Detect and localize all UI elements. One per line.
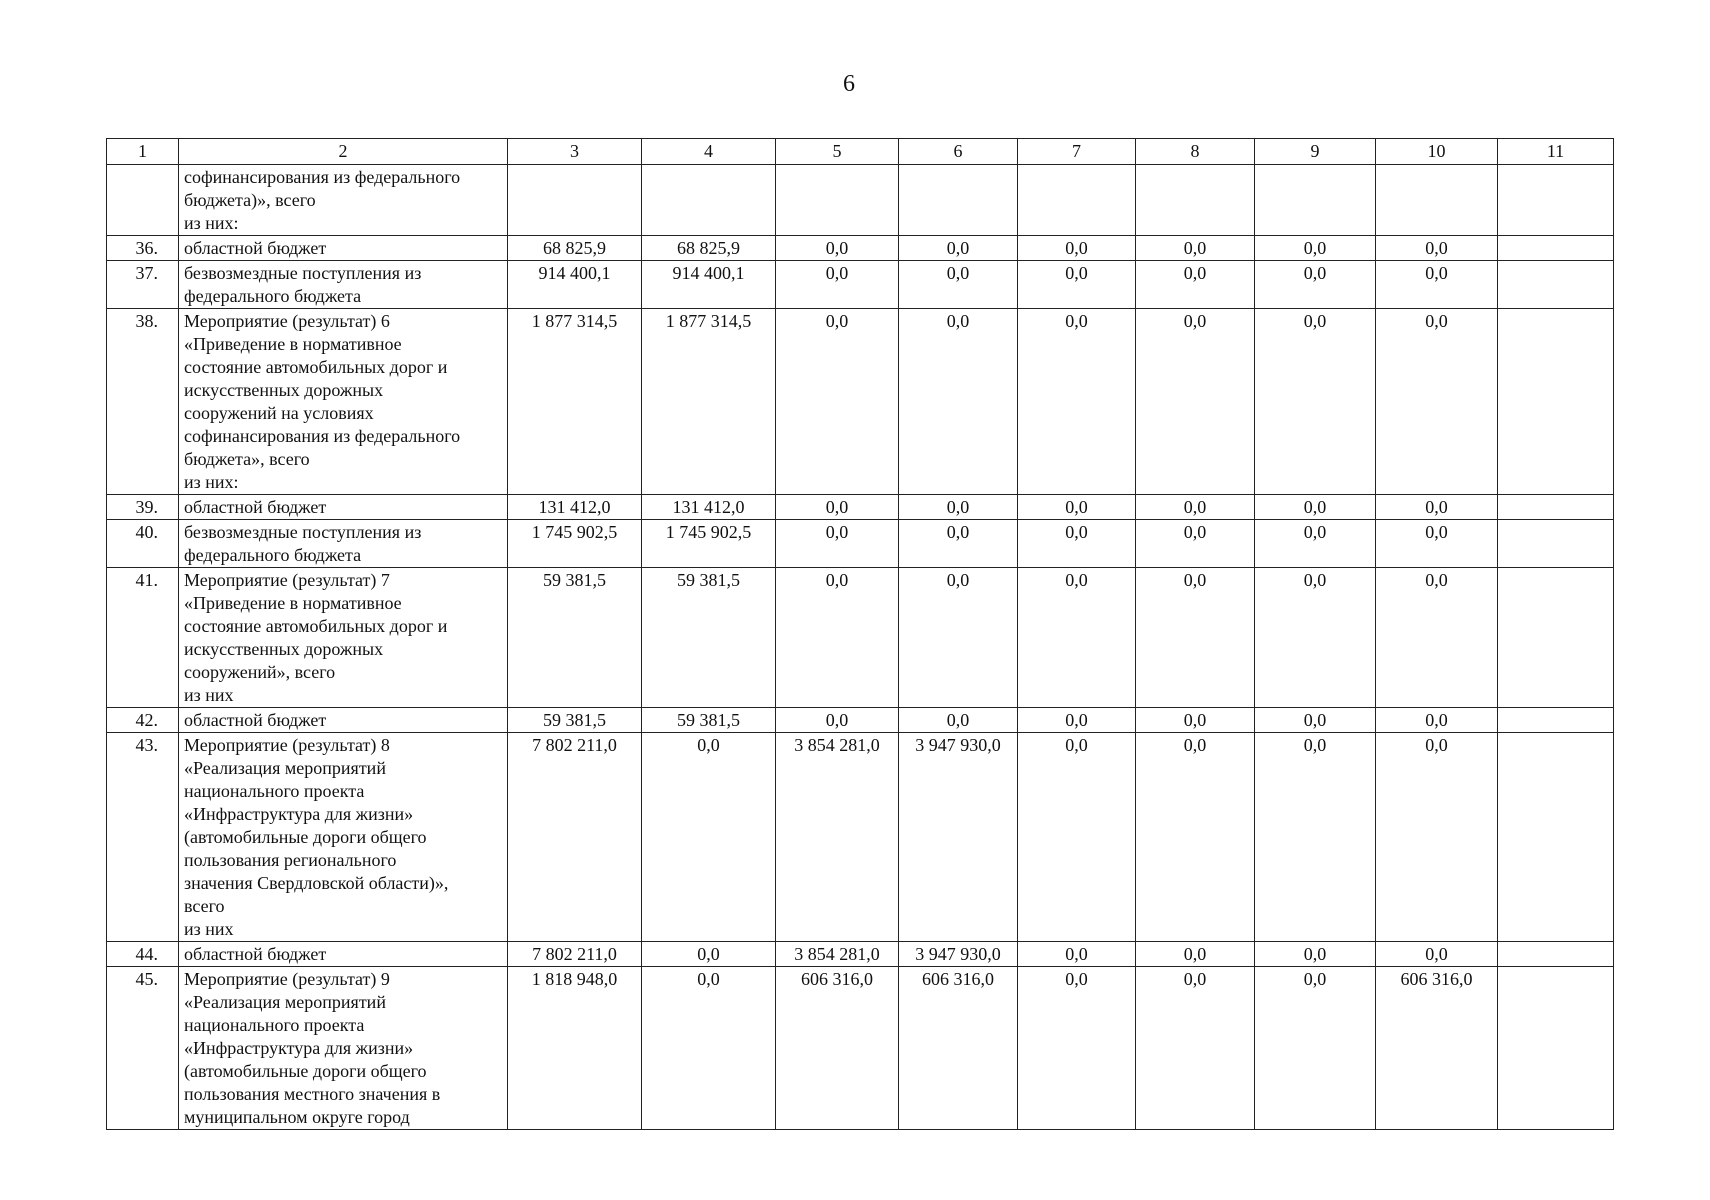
header-cell: 10	[1376, 139, 1498, 165]
value-cell-col-9: 0,0	[1255, 708, 1376, 733]
value-cell-col-11	[1498, 708, 1614, 733]
value-cell-col-7: 0,0	[1018, 495, 1136, 520]
row-number-cell: 36.	[107, 236, 179, 261]
table-row	[107, 967, 1614, 1130]
table-row	[107, 309, 1614, 495]
row-name-cell: Мероприятие (результат) 9 «Реализация мероприятий национального проекта «Инфраструктура для жизни» (автомобильные дороги общего пользования местного значения в муниципальном округе город	[179, 967, 508, 1130]
value-cell-col-6: 0,0	[899, 236, 1018, 261]
row-number-cell: 42.	[107, 708, 179, 733]
value-cell-col-7: 0,0	[1018, 261, 1136, 309]
value-cell-col-3: 131 412,0	[508, 495, 642, 520]
value-cell-col-3: 7 802 211,0	[508, 942, 642, 967]
value-cell-col-8: 0,0	[1136, 520, 1255, 568]
value-cell-col-9: 0,0	[1255, 495, 1376, 520]
row-number-cell: 40.	[107, 520, 179, 568]
value-cell-col-9: 0,0	[1255, 309, 1376, 495]
value-cell-col-6: 606 316,0	[899, 967, 1018, 1130]
value-cell-col-3	[508, 165, 642, 236]
value-cell-col-7: 0,0	[1018, 520, 1136, 568]
row-number-cell: 37.	[107, 261, 179, 309]
value-cell-col-10: 606 316,0	[1376, 967, 1498, 1130]
row-number-cell: 41.	[107, 568, 179, 708]
value-cell-col-8: 0,0	[1136, 967, 1255, 1130]
table-row	[107, 165, 1614, 236]
value-cell-col-4: 0,0	[642, 733, 776, 942]
value-cell-col-3: 59 381,5	[508, 708, 642, 733]
value-cell-col-7: 0,0	[1018, 733, 1136, 942]
row-name-cell: областной бюджет	[179, 495, 508, 520]
value-cell-col-5: 0,0	[776, 236, 899, 261]
value-cell-col-9: 0,0	[1255, 568, 1376, 708]
value-cell-col-10: 0,0	[1376, 520, 1498, 568]
value-cell-col-4: 0,0	[642, 967, 776, 1130]
value-cell-col-10: 0,0	[1376, 942, 1498, 967]
value-cell-col-7: 0,0	[1018, 942, 1136, 967]
value-cell-col-3: 7 802 211,0	[508, 733, 642, 942]
value-cell-col-8: 0,0	[1136, 236, 1255, 261]
value-cell-col-11	[1498, 942, 1614, 967]
value-cell-col-11	[1498, 967, 1614, 1130]
header-cell: 5	[776, 139, 899, 165]
value-cell-col-9: 0,0	[1255, 236, 1376, 261]
header-cell: 8	[1136, 139, 1255, 165]
value-cell-col-11	[1498, 733, 1614, 942]
value-cell-col-7: 0,0	[1018, 236, 1136, 261]
row-name-cell: областной бюджет	[179, 708, 508, 733]
value-cell-col-5: 0,0	[776, 568, 899, 708]
header-cell: 1	[107, 139, 179, 165]
value-cell-col-4: 131 412,0	[642, 495, 776, 520]
row-number-cell: 39.	[107, 495, 179, 520]
header-cell: 9	[1255, 139, 1376, 165]
value-cell-col-6: 0,0	[899, 495, 1018, 520]
row-name-cell: Мероприятие (результат) 8 «Реализация мероприятий национального проекта «Инфраструктура для жизни» (автомобильные дороги общего пользования регионального значения Свердловской области)», всего из них	[179, 733, 508, 942]
value-cell-col-4: 59 381,5	[642, 568, 776, 708]
value-cell-col-8: 0,0	[1136, 495, 1255, 520]
value-cell-col-7: 0,0	[1018, 708, 1136, 733]
value-cell-col-10: 0,0	[1376, 495, 1498, 520]
value-cell-col-8	[1136, 165, 1255, 236]
header-cell: 2	[179, 139, 508, 165]
value-cell-col-3: 59 381,5	[508, 568, 642, 708]
row-number-cell: 43.	[107, 733, 179, 942]
value-cell-col-5: 0,0	[776, 495, 899, 520]
value-cell-col-9: 0,0	[1255, 733, 1376, 942]
value-cell-col-4: 1 877 314,5	[642, 309, 776, 495]
value-cell-col-3: 1 745 902,5	[508, 520, 642, 568]
value-cell-col-6: 0,0	[899, 708, 1018, 733]
table-row	[107, 568, 1614, 708]
header-cell: 11	[1498, 139, 1614, 165]
value-cell-col-8: 0,0	[1136, 261, 1255, 309]
value-cell-col-8: 0,0	[1136, 733, 1255, 942]
budget-table	[106, 138, 1614, 1130]
value-cell-col-7: 0,0	[1018, 309, 1136, 495]
value-cell-col-4: 68 825,9	[642, 236, 776, 261]
value-cell-col-3: 68 825,9	[508, 236, 642, 261]
value-cell-col-9: 0,0	[1255, 261, 1376, 309]
value-cell-col-10: 0,0	[1376, 733, 1498, 942]
value-cell-col-9: 0,0	[1255, 942, 1376, 967]
value-cell-col-6: 3 947 930,0	[899, 733, 1018, 942]
value-cell-col-10: 0,0	[1376, 708, 1498, 733]
row-name-cell: областной бюджет	[179, 942, 508, 967]
value-cell-col-10: 0,0	[1376, 261, 1498, 309]
header-cell: 6	[899, 139, 1018, 165]
value-cell-col-6: 0,0	[899, 261, 1018, 309]
row-name-cell: Мероприятие (результат) 6 «Приведение в нормативное состояние автомобильных дорог и искусственных дорожных сооружений на условиях софинансирования из федерального бюджета», всего из них:	[179, 309, 508, 495]
value-cell-col-11	[1498, 236, 1614, 261]
value-cell-col-11	[1498, 495, 1614, 520]
value-cell-col-6: 0,0	[899, 520, 1018, 568]
value-cell-col-7: 0,0	[1018, 967, 1136, 1130]
row-name-cell: безвозмездные поступления из федерального бюджета	[179, 520, 508, 568]
table-body	[107, 139, 1614, 1130]
header-cell: 4	[642, 139, 776, 165]
value-cell-col-11	[1498, 165, 1614, 236]
row-number-cell	[107, 165, 179, 236]
table-row	[107, 708, 1614, 733]
value-cell-col-8: 0,0	[1136, 309, 1255, 495]
value-cell-col-4	[642, 165, 776, 236]
row-name-cell: софинансирования из федерального бюджета)», всего из них:	[179, 165, 508, 236]
value-cell-col-5: 3 854 281,0	[776, 733, 899, 942]
value-cell-col-11	[1498, 261, 1614, 309]
value-cell-col-10: 0,0	[1376, 568, 1498, 708]
value-cell-col-3: 1 877 314,5	[508, 309, 642, 495]
value-cell-col-5: 3 854 281,0	[776, 942, 899, 967]
table-row	[107, 520, 1614, 568]
row-number-cell: 38.	[107, 309, 179, 495]
value-cell-col-7	[1018, 165, 1136, 236]
value-cell-col-8: 0,0	[1136, 568, 1255, 708]
table-row	[107, 261, 1614, 309]
table-row	[107, 236, 1614, 261]
value-cell-col-6: 3 947 930,0	[899, 942, 1018, 967]
value-cell-col-11	[1498, 520, 1614, 568]
table-row	[107, 495, 1614, 520]
table-header-row	[107, 139, 1614, 165]
value-cell-col-9: 0,0	[1255, 967, 1376, 1130]
value-cell-col-6: 0,0	[899, 309, 1018, 495]
value-cell-col-10: 0,0	[1376, 236, 1498, 261]
value-cell-col-4: 914 400,1	[642, 261, 776, 309]
value-cell-col-7: 0,0	[1018, 568, 1136, 708]
value-cell-col-10	[1376, 165, 1498, 236]
value-cell-col-10: 0,0	[1376, 309, 1498, 495]
row-name-cell: Мероприятие (результат) 7 «Приведение в нормативное состояние автомобильных дорог и искусственных дорожных сооружений», всего из них	[179, 568, 508, 708]
page-number: 6	[843, 71, 855, 97]
value-cell-col-3: 1 818 948,0	[508, 967, 642, 1130]
value-cell-col-8: 0,0	[1136, 708, 1255, 733]
value-cell-col-9: 0,0	[1255, 520, 1376, 568]
value-cell-col-5: 0,0	[776, 520, 899, 568]
value-cell-col-5: 0,0	[776, 309, 899, 495]
table-row	[107, 733, 1614, 942]
value-cell-col-6	[899, 165, 1018, 236]
row-number-cell: 45.	[107, 967, 179, 1130]
value-cell-col-4: 1 745 902,5	[642, 520, 776, 568]
value-cell-col-8: 0,0	[1136, 942, 1255, 967]
value-cell-col-11	[1498, 568, 1614, 708]
value-cell-col-11	[1498, 309, 1614, 495]
table-row	[107, 942, 1614, 967]
value-cell-col-5	[776, 165, 899, 236]
header-cell: 3	[508, 139, 642, 165]
row-number-cell: 44.	[107, 942, 179, 967]
header-cell: 7	[1018, 139, 1136, 165]
value-cell-col-9	[1255, 165, 1376, 236]
value-cell-col-4: 0,0	[642, 942, 776, 967]
value-cell-col-5: 0,0	[776, 708, 899, 733]
value-cell-col-5: 0,0	[776, 261, 899, 309]
value-cell-col-4: 59 381,5	[642, 708, 776, 733]
value-cell-col-3: 914 400,1	[508, 261, 642, 309]
row-name-cell: областной бюджет	[179, 236, 508, 261]
value-cell-col-6: 0,0	[899, 568, 1018, 708]
row-name-cell: безвозмездные поступления из федерального бюджета	[179, 261, 508, 309]
value-cell-col-5: 606 316,0	[776, 967, 899, 1130]
